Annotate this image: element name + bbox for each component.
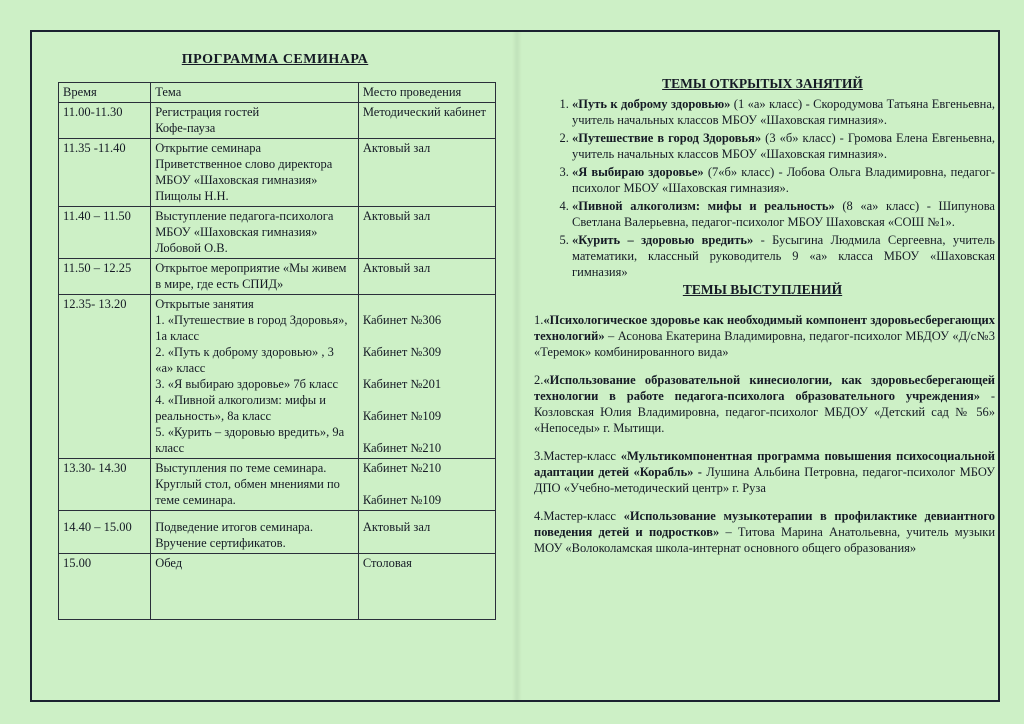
topic-line: Круглый стол, обмен мнениями по теме семинара. [155,477,340,507]
topic-line: Выступления по теме семинара. [155,461,327,475]
cell-topic [151,139,359,207]
topic-line: Открытие семинара [155,141,262,155]
place-line: Столовая [362,556,412,570]
place-line: Актовый зал [362,520,431,534]
place-line: Актовый зал [362,209,431,223]
place-line: Кабинет №201 [362,377,442,391]
cell-place [358,103,495,139]
cell-time: 11.50 – 12.25 [59,259,151,295]
table-row [59,511,496,554]
place-line: Кабинет №306 [362,313,442,327]
topic-line: Выступление педагога-психолога МБОУ «Шаховская гимназия» Лобовой О.В. [155,209,334,255]
lesson-title: «Я выбираю здоровье» [572,165,704,179]
table-header-row [59,83,496,103]
table-row [59,459,496,511]
talk-item [534,372,995,436]
talk-item [534,448,995,496]
talks-title: ТЕМЫ ВЫСТУПЛЕНИЙ [682,282,843,297]
list-item [572,130,995,162]
talk-prefix: 3.Мастер-класс [534,449,621,463]
table-row [59,259,496,295]
talk-details: - Козловская Юлия Владимировна, педагог-психолог МБДОУ «Детский сад № 56» «Непоседы» г. Мытищи. [534,389,995,435]
cell-time: 11.35 -11.40 [59,139,151,207]
header-topic: Тема [151,83,359,103]
cell-topic [151,103,359,139]
topic-line: Вручение сертификатов. [155,536,286,550]
lessons-title: ТЕМЫ ОТКРЫТЫХ ЗАНЯТИЙ [662,76,863,91]
cell-topic [151,511,359,554]
cell-place [358,511,495,554]
place-line: Кабинет №210 [362,461,442,475]
cell-place [358,459,495,511]
talk-item [534,312,995,360]
topic-line: Открытые занятия [155,297,254,311]
place-line: Кабинет №210 [362,441,442,455]
cell-time: 11.00-11.30 [59,103,151,139]
list-item [572,198,995,230]
topic-line: Обед [155,556,183,570]
fold-line [512,30,522,702]
lessons-list [530,96,995,280]
topic-line: Кофе-пауза [155,121,216,135]
place-line: Актовый зал [362,141,431,155]
program-panel [40,52,510,620]
cell-time: 11.40 – 11.50 [59,207,151,259]
cell-place [358,207,495,259]
cell-place [358,295,495,459]
topic-line: 1. «Путешествие в город Здоровья», 1а класс [155,313,348,343]
table-row [59,139,496,207]
place-line: Кабинет №309 [362,345,442,359]
cell-place [358,259,495,295]
cell-topic [151,207,359,259]
lesson-title: «Курить – здоровью вредить» [572,233,754,247]
table-row [59,207,496,259]
table-row [59,554,496,620]
topic-line: Регистрация гостей [155,105,260,119]
topics-panel [530,72,995,556]
topic-line: 5. «Курить – здоровью вредить», 9а класс [155,425,345,455]
list-item [572,164,995,196]
talk-details: Лушина Альбина Петровна, педагог-психолог МБОУ ДПО «Учебно-методический центр» г. Руза [534,465,996,495]
cell-topic [151,259,359,295]
topic-line: 3. «Я выбираю здоровье» 7б класс [155,377,339,391]
lesson-details: - Бусыгина Людмила Сергеевна, учитель математики, классный руководитель 9 «а» класса МБОУ «Шаховская гимназия» [572,233,995,279]
place-line: Методический кабинет [362,105,487,119]
talk-prefix: 2. [534,373,544,387]
list-item [572,232,995,280]
topic-line: 2. «Путь к доброму здоровью» , 3 «а» класс [155,345,334,375]
cell-time: 14.40 – 15.00 [59,511,151,554]
talk-title: «Использование образовательной кинесиологии, как здоровьесберегающей технологии в работе педагога-психолога образовательного учреждения» [534,373,995,403]
talk-title: «Мультикомпонентная программа повышения психосоциальной адаптации детей «Корабль» - [534,449,995,479]
program-title: ПРОГРАММА СЕМИНАРА [181,52,369,67]
cell-time: 12.35- 13.20 [59,295,151,459]
place-line: Кабинет №109 [362,493,442,507]
lesson-details: (3 «б» класс) - Громова Елена Евгеньевна, учитель начальных классов МБОУ «Шаховская гимназия». [572,131,995,161]
cell-topic [151,554,359,620]
cell-time: 13.30- 14.30 [59,459,151,511]
talk-details: – Титова Марина Анатольевна, учитель музыки МОУ «Волоколамская школа-интернат основного общего образования» [534,525,996,555]
topic-line: 4. «Пивной алкоголизм: мифы и реальность», 8а класс [155,393,326,423]
lesson-title: «Путешествие в город Здоровья» [572,131,762,145]
lesson-details: (1 «а» класс) - Скородумова Татьяна Евгеньевна, учитель начальных классов МБОУ «Шаховская гимназия». [572,97,996,127]
topic-line: Подведение итогов семинара. [155,520,313,534]
header-time: Время [59,83,151,103]
table-row [59,103,496,139]
cell-topic [151,295,359,459]
lesson-title: «Путь к доброму здоровью» [572,97,731,111]
program-table [58,82,496,620]
place-line: Кабинет №109 [362,409,442,423]
talk-title: «Использование музыкотерапии в профилактике девиантного поведения детей и подростков» [534,509,996,539]
cell-place [358,554,495,620]
lesson-details: (8 «а» класс) - Шипунова Светлана Валерьевна, педагог-психолог МБОУ Шаховская «СОШ №1». [572,199,995,229]
topic-line: Открытое мероприятие «Мы живем в мире, где есть СПИД» [155,261,347,291]
topic-line: Приветственное слово директора МБОУ «Шаховская гимназия» Пищолы Н.Н. [155,157,333,203]
cell-place [358,139,495,207]
cell-topic [151,459,359,511]
list-item [572,96,995,128]
table-row [59,295,496,459]
talk-item [534,508,995,556]
lesson-details: (7«б» класс) - Лобова Ольга Владимировна, педагог-психолог МБОУ «Шаховская гимназия». [572,165,995,195]
header-place: Место проведения [358,83,495,103]
talk-title: «Психологическое здоровье как необходимый компонент здоровьесберегающих технологий» [534,313,995,343]
cell-time: 15.00 [59,554,151,620]
talk-details: – Асонова Екатерина Владимировна, педагог-психолог МБДОУ «Д/с№3 «Теремок» комбинированного вида» [534,329,995,359]
talk-prefix: 4.Мастер-класс [534,509,624,523]
talk-prefix: 1. [534,313,544,327]
lesson-title: «Пивной алкоголизм: мифы и реальность» [572,199,835,213]
place-line: Актовый зал [362,261,431,275]
